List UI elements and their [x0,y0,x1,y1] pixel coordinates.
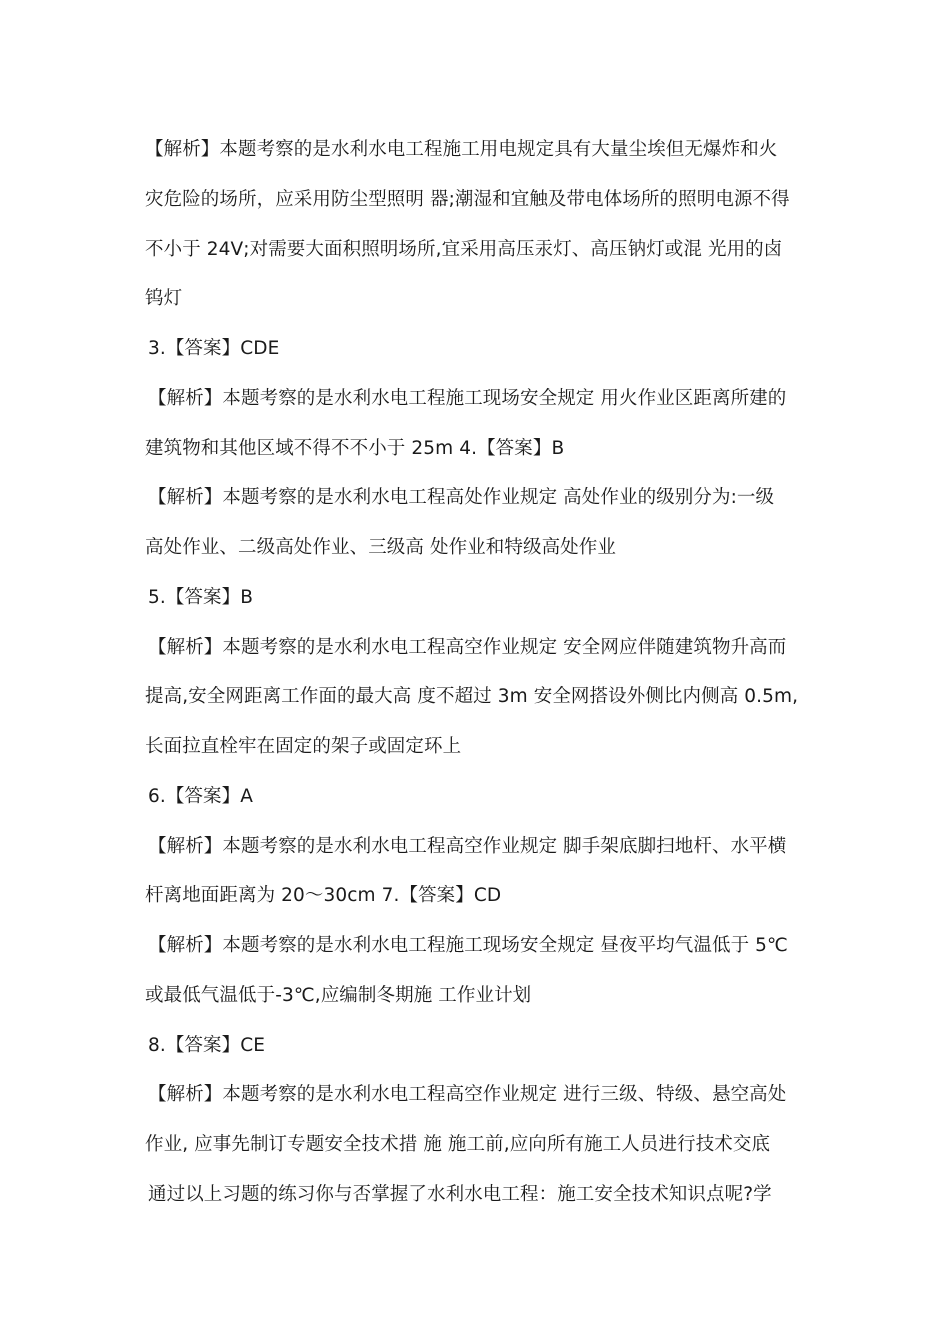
text-line: 不小于 24V;对需要大面积照明场所,宜采用高压汞灯、高压钠灯或混 光用的卤 [145,239,783,260]
text-line: 【解析】本题考察的是水利水电工程高空作业规定 安全网应伴随建筑物升高而 [148,637,787,658]
text-line: 【解析】本题考察的是水利水电工程施工现场安全规定 用火作业区距离所建的 [148,388,787,409]
text-line: 长面拉直栓牢在固定的架子或固定环上 [145,736,462,757]
text-line: 【解析】本题考察的是水利水电工程施工现场安全规定 昼夜平均气温低于 5℃ [148,935,788,956]
answer-line: 6.【答案】A [148,786,254,807]
answer-line: 3.【答案】CDE [148,338,280,359]
text-line: 建筑物和其他区域不得不不小于 25m 4.【答案】B [145,438,565,459]
text-line: 钨灯 [145,288,183,309]
text-line: 提高,安全网距离工作面的最大高 度不超过 3m 安全网搭设外侧比内侧高 0.5m, [145,686,799,707]
text-line: 通过以上习题的练习你与否掌握了水利水电工程：施工安全技术知识点呢?学 [148,1184,772,1205]
text-line: 作业, 应事先制订专题安全技术措 施 施工前,应向所有施工人员进行技术交底 [145,1134,771,1155]
answer-line: 5.【答案】B [148,587,254,608]
text-line: 【解析】本题考察的是水利水电工程高空作业规定 进行三级、特级、悬空高处 [148,1084,787,1105]
answer-line: 8.【答案】CE [148,1035,266,1056]
text-line: 【解析】本题考察的是水利水电工程高空作业规定 脚手架底脚扫地杆、水平横 [148,836,787,857]
text-line: 【解析】本题考察的是水利水电工程施工用电规定具有大量尘埃但无爆炸和火 [145,139,778,160]
text-line: 或最低气温低于-3℃,应编制冬期施 工作业计划 [145,985,532,1006]
text-line: 灾危险的场所，应采用防尘型照明 器;潮湿和宜触及带电体场所的照明电源不得 [145,189,790,210]
text-line: 【解析】本题考察的是水利水电工程高处作业规定 高处作业的级别分为:一级 [148,487,775,508]
text-line: 高处作业、二级高处作业、三级高 处作业和特级高处作业 [145,537,616,558]
text-line: 杆离地面距离为 20～30cm 7.【答案】CD [145,885,502,906]
